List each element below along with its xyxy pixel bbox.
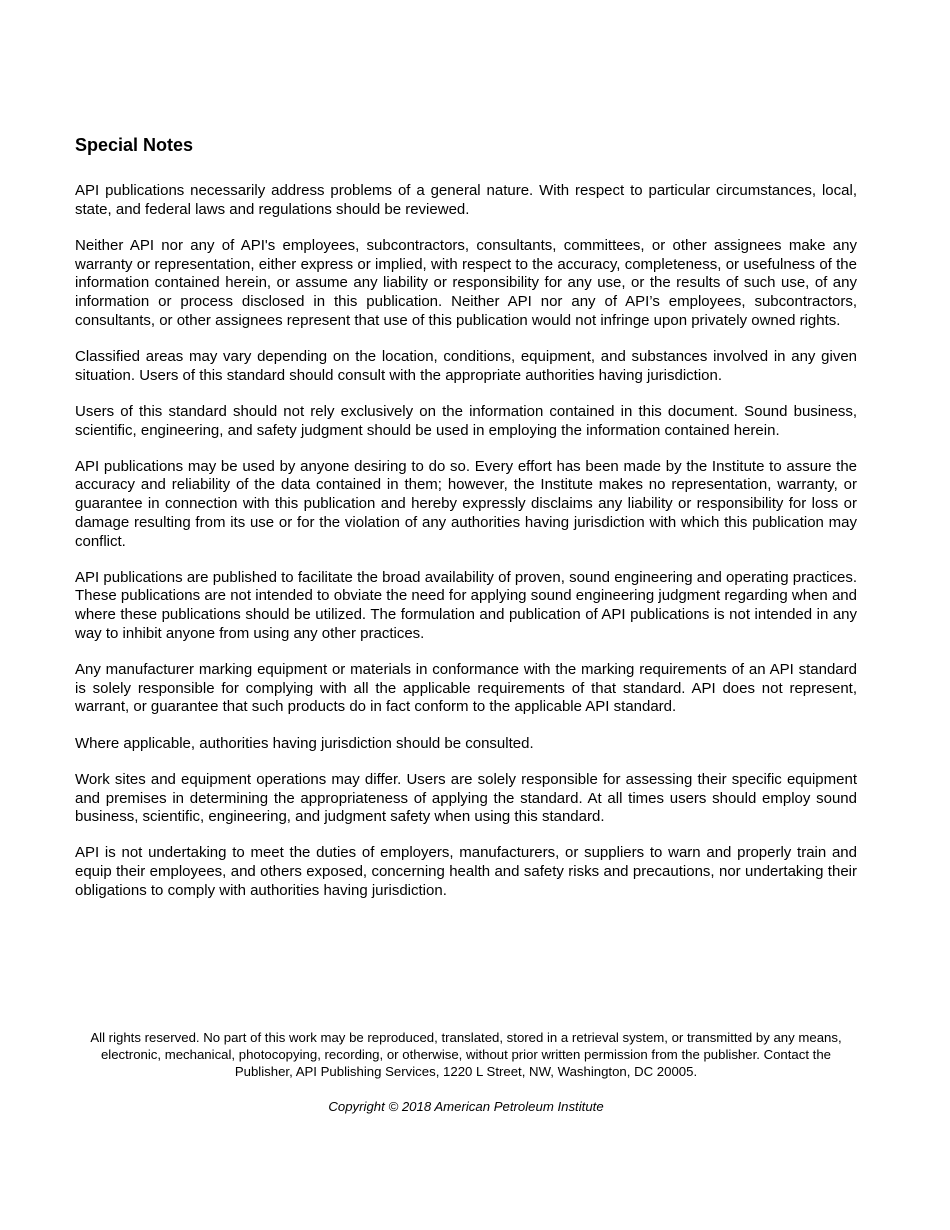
paragraph-work-sites: Work sites and equipment operations may differ. Users are solely responsible for assessing their specific equipment and premises in determining the appropriateness of applying the standard. At all times users should employ sound business, scientific, engineering, and judgment safety when using this standard. xyxy=(75,770,857,826)
paragraph-use-by-anyone: API publications may be used by anyone desiring to do so. Every effort has been made by the Institute to assure the accuracy and reliability of the data contained in them; however, the Institute makes no representation, warranty, or guarantee in connection with this publication and hereby expressly disclaims any liability or responsibility for loss or damage resulting from its use or for the violation of any authorities having jurisdiction with which this publication may conflict. xyxy=(75,457,857,550)
paragraph-employer-duties: API is not undertaking to meet the duties of employers, manufacturers, or suppliers to warn and properly train and equip their employees, and others exposed, concerning health and safety risks and precautions, nor undertaking their obligations to comply with authorities having jurisdiction. xyxy=(75,844,857,899)
paragraph-authorities: Where applicable, authorities having jurisdiction should be consulted. xyxy=(75,734,534,752)
paragraph-warranty-disclaimer: Neither API nor any of API's employees, subcontractors, consultants, committees, or other assignees make any warranty or representation, either express or implied, with respect to the accuracy, completeness, or usefulness of the information contained herein, or assume any liability or responsibility for any use, or the results of such use, of any information or process disclosed in this publication. Neither API nor any of API’s employees, subcontractors, consultants, or other assignees represent that use of this publication would not infringe upon privately owned rights. xyxy=(75,236,857,329)
paragraph-engineering-practices: API publications are published to facilitate the broad availability of proven, sound engineering and operating practices. These publications are not intended to obviate the need for applying sound engineering judgment regarding when and where these publications should be utilized. The formulation and publication of API publications is not intended in any way to inhibit anyone from using any other practices. xyxy=(75,568,857,642)
page-footer xyxy=(75,1029,857,1115)
notes-body xyxy=(75,182,857,918)
rights-notice: All rights reserved. No part of this work may be reproduced, translated, stored in a retrieval system, or transmitted by any means, electronic, mechanical, photocopying, recording, or otherwise, without prior written permission from the publisher. Contact the Publisher, API Publishing Services, 1220 L Street, NW, Washington, DC 20005. xyxy=(90,1030,842,1080)
paragraph-judgment: Users of this standard should not rely exclusively on the information contained in this document. Sound business, scientific, engineering, and safety judgment should be used in employing the information contained herein. xyxy=(75,402,857,439)
paragraph-classified-areas: Classified areas may vary depending on the location, conditions, equipment, and substances involved in any given situation. Users of this standard should consult with the appropriate authorities having jurisdiction. xyxy=(75,347,857,384)
paragraph-general-nature: API publications necessarily address problems of a general nature. With respect to particular circumstances, local, state, and federal laws and regulations should be reviewed. xyxy=(75,182,857,218)
paragraph-manufacturer-marking: Any manufacturer marking equipment or materials in conformance with the marking requirements of an API standard is solely responsible for complying with all the applicable requirements of that standard. API does not represent, warrant, or guarantee that such products do in fact conform to the applicable API standard. xyxy=(75,661,857,716)
copyright-notice: Copyright © 2018 American Petroleum Institute xyxy=(328,1098,604,1114)
page-title: Special Notes xyxy=(75,135,194,155)
